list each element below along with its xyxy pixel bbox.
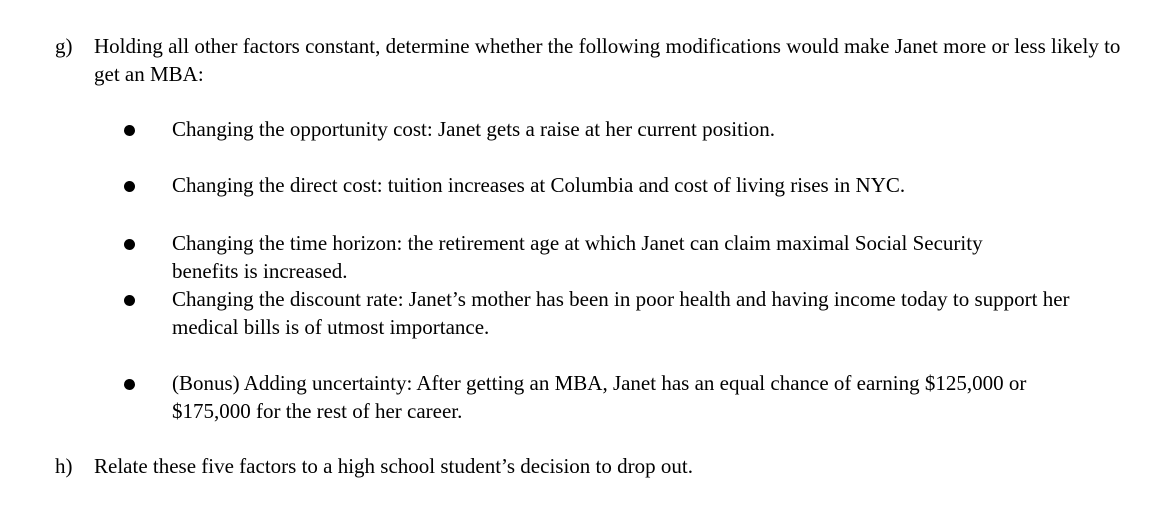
bullet-text: Changing the direct cost: tuition increases at Columbia and cost of living rises in NYC. [172, 173, 906, 197]
bullet-icon [124, 379, 135, 390]
bullet-icon [124, 181, 135, 192]
bullet-text: (Bonus) Adding uncertainty: After getting an MBA, Janet has an equal chance of earning $125,000 or $175,000 for the rest of her career. [172, 371, 1027, 423]
bullet-text: Changing the discount rate: Janet’s mother has been in poor health and having income today to support her medical bills is of utmost importance. [172, 287, 1070, 339]
bullet-icon [124, 125, 135, 136]
question-h-text: Relate these five factors to a high school student’s decision to drop out. [94, 454, 693, 478]
question-h-label: h) [55, 454, 73, 478]
bullet-icon [124, 295, 135, 306]
bullet-text: Changing the time horizon: the retirement age at which Janet can claim maximal Social Security benefits is increased. [172, 231, 983, 283]
bullet-text: Changing the opportunity cost: Janet gets a raise at her current position. [172, 117, 776, 141]
question-g-label: g) [55, 34, 73, 58]
bullet-icon [124, 239, 135, 250]
question-g-text: Holding all other factors constant, determine whether the following modifications would make Janet more or less likely to get an MBA: [94, 34, 1121, 86]
